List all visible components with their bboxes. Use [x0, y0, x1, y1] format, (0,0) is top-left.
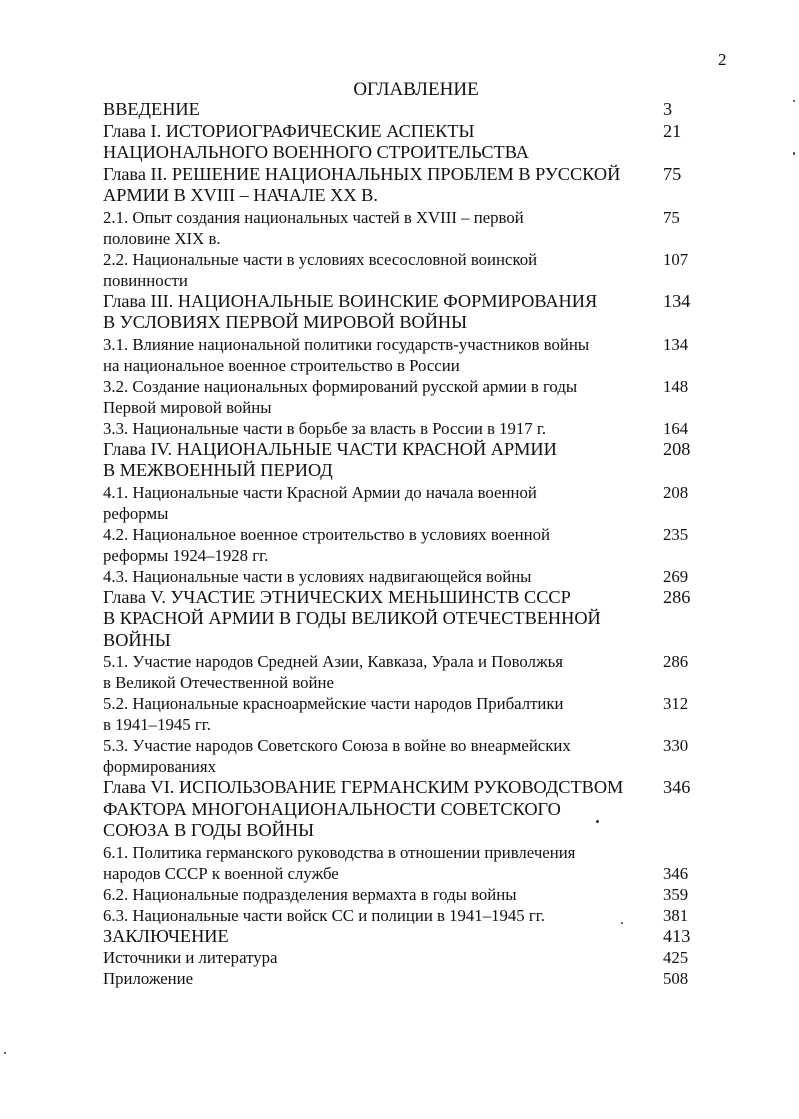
toc-entry	[103, 376, 703, 418]
toc-entry	[103, 207, 703, 249]
toc-entry	[103, 482, 703, 524]
scan-speck	[4, 1052, 6, 1054]
toc-entry-title: 6.1. Политика германского руководства в отношении привлечения народов СССР к военной службе	[103, 842, 576, 883]
toc-entry-page: 508	[663, 969, 689, 988]
toc-entry-page: 413	[663, 925, 691, 946]
toc-entry-title: 4.2. Национальное военное строительство в условиях военной реформы 1924–1928 гг.	[103, 524, 551, 565]
table-of-contents	[103, 99, 703, 989]
toc-entry	[103, 291, 703, 334]
toc-entry-title: 6.3. Национальные части войск СС и полиции в 1941–1945 гг.	[103, 905, 545, 925]
toc-entry-title: Глава I. ИСТОРИОГРАФИЧЕСКИЕ АСПЕКТЫ НАЦИОНАЛЬНОГО ВОЕННОГО СТРОИТЕЛЬСТВА	[103, 120, 529, 162]
scan-speck	[793, 100, 795, 102]
toc-entry-page: 359	[663, 884, 689, 904]
toc-entry-page: 75	[663, 207, 680, 227]
toc-entry	[103, 905, 703, 926]
toc-entry	[103, 249, 703, 291]
toc-entry	[103, 651, 703, 693]
toc-entry	[103, 777, 703, 842]
toc-entry-page: 330	[663, 736, 689, 755]
toc-entry-page: 312	[663, 694, 689, 713]
scan-speck	[596, 820, 599, 823]
toc-entry	[103, 566, 703, 587]
toc-entry-title: 5.2. Национальные красноармейские части народов Прибалтики в 1941–1945 гг.	[103, 694, 564, 734]
toc-entry-page: 134	[663, 290, 691, 311]
toc-entry-title: Глава V. УЧАСТИЕ ЭТНИЧЕСКИХ МЕНЬШИНСТВ СССР В КРАСНОЙ АРМИИ В ГОДЫ ВЕЛИКОЙ ОТЕЧЕСТВЕННОЙ ВОЙНЫ	[103, 586, 601, 650]
toc-entry-title: 3.3. Национальные части в борьбе за власть в России в 1917 г.	[103, 418, 547, 438]
toc-entry-page: 208	[663, 438, 691, 459]
toc-entry-page: 164	[663, 418, 689, 438]
toc-entry-title: 3.2. Создание национальных формирований русской армии в годы Первой мировой войны	[103, 376, 578, 417]
toc-entry-page: 208	[663, 482, 689, 502]
toc-entry	[103, 99, 703, 121]
toc-entry-page: 148	[663, 376, 689, 396]
scan-speck	[793, 152, 795, 155]
toc-entry-title: ЗАКЛЮЧЕНИЕ	[103, 925, 229, 946]
toc-entry-title: Приложение	[103, 969, 194, 988]
toc-entry	[103, 587, 703, 652]
toc-entry-page: 381	[663, 905, 689, 925]
toc-entry-page: 134	[663, 334, 689, 354]
toc-entry-page: 425	[663, 948, 689, 967]
toc-entry-title: Глава IV. НАЦИОНАЛЬНЫЕ ЧАСТИ КРАСНОЙ АРМИИ В МЕЖВОЕННЫЙ ПЕРИОД	[103, 438, 557, 480]
toc-entry-title: 4.3. Национальные части в условиях надвигающейся войны	[103, 566, 532, 586]
toc-entry	[103, 418, 703, 439]
toc-entry-title: 2.1. Опыт создания национальных частей в XVIII – первой половине XIX в.	[103, 207, 524, 248]
toc-entry-page: 286	[663, 652, 689, 671]
toc-entry	[103, 968, 703, 989]
toc-entry-page: 75	[663, 163, 682, 184]
toc-entry-page: 21	[663, 120, 682, 141]
toc-entry-page: 107	[663, 249, 689, 269]
page-number: 2	[718, 50, 727, 69]
toc-entry-title: Глава II. РЕШЕНИЕ НАЦИОНАЛЬНЫХ ПРОБЛЕМ В РУССКОЙ АРМИИ В XVIII – НАЧАЛЕ XX В.	[103, 163, 621, 205]
toc-entry-title: Глава VI. ИСПОЛЬЗОВАНИЕ ГЕРМАНСКИМ РУКОВОДСТВОМ ФАКТОРА МНОГОНАЦИОНАЛЬНОСТИ СОВЕТСКОГО СОЮЗА В ГОДЫ ВОЙНЫ	[103, 777, 624, 840]
toc-entry-page: 346	[663, 863, 689, 883]
page-title: ОГЛАВЛЕНИЕ	[353, 79, 479, 100]
toc-entry-page: 346	[663, 777, 691, 797]
toc-entry-page: 286	[663, 586, 691, 607]
toc-entry	[103, 121, 703, 164]
toc-entry	[103, 947, 703, 968]
toc-entry	[103, 842, 703, 884]
toc-entry-page: 235	[663, 524, 689, 544]
toc-entry-title: 5.3. Участие народов Советского Союза в войне во внеармейских формированиях	[103, 736, 571, 776]
toc-entry	[103, 439, 703, 482]
toc-entry-title: Источники и литература	[103, 948, 278, 967]
toc-entry	[103, 693, 703, 735]
toc-entry-title: Глава III. НАЦИОНАЛЬНЫЕ ВОИНСКИЕ ФОРМИРОВАНИЯ В УСЛОВИЯХ ПЕРВОЙ МИРОВОЙ ВОЙНЫ	[103, 290, 598, 332]
toc-entry-title: 3.1. Влияние национальной политики государств-участников войны на национальное военное строительство в России	[103, 334, 590, 375]
toc-entry-title: 2.2. Национальные части в условиях всесословной воинской повинности	[103, 249, 538, 290]
toc-entry	[103, 926, 703, 948]
toc-entry-title: ВВЕДЕНИЕ	[103, 99, 200, 119]
toc-entry	[103, 334, 703, 376]
toc-entry	[103, 884, 703, 905]
toc-entry	[103, 164, 703, 207]
toc-entry-title: 6.2. Национальные подразделения вермахта в годы войны	[103, 884, 517, 904]
toc-entry-page: 3	[663, 99, 673, 119]
toc-entry-title: 5.1. Участие народов Средней Азии, Кавказа, Урала и Поволжья в Великой Отечественной войне	[103, 652, 563, 692]
toc-entry	[103, 524, 703, 566]
scan-speck	[621, 922, 623, 924]
toc-entry	[103, 735, 703, 777]
toc-entry-page: 269	[663, 566, 689, 586]
toc-entry-title: 4.1. Национальные части Красной Армии до начала военной реформы	[103, 482, 537, 523]
